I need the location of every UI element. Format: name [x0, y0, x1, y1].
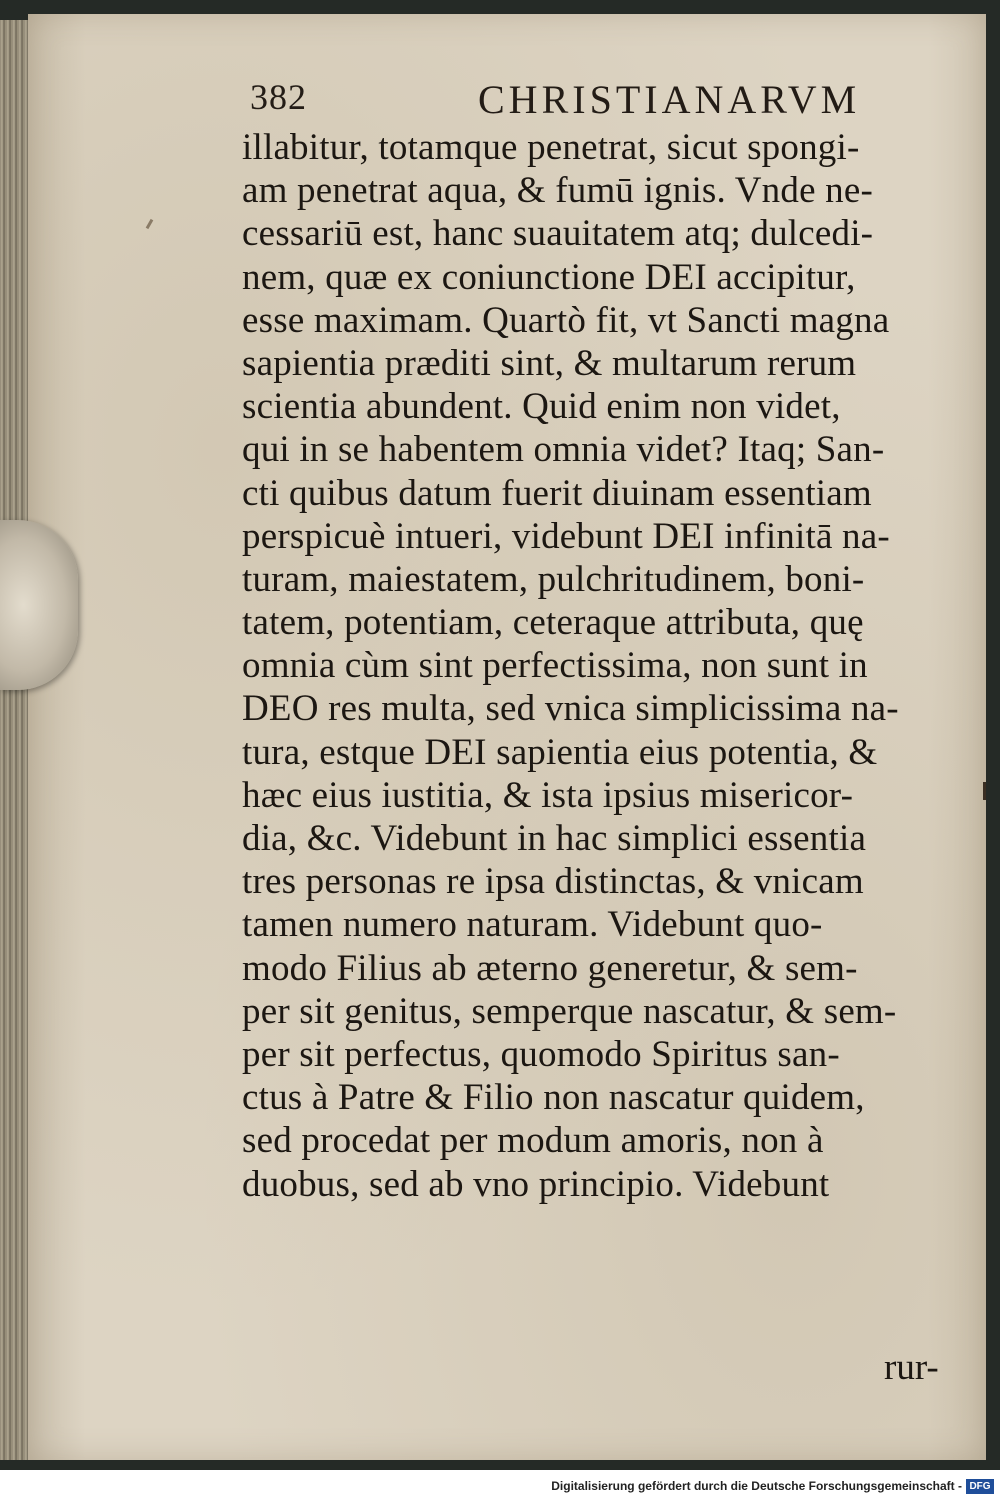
text-line: ctus à Patre & Filio non nascatur quidem,	[242, 1077, 865, 1119]
text-line: nem, quæ ex coniunctione DEI accipitur,	[242, 256, 856, 298]
text-line: tres personas re ipsa distinctas, & vnicam	[242, 861, 864, 903]
text-line: sed procedat per modum amoris, non à	[242, 1120, 824, 1162]
page-clip	[0, 520, 78, 690]
text-line: modo Filius ab æterno generetur, & sem-	[242, 947, 858, 989]
running-head-title: CHRISTIANARVM	[478, 77, 861, 122]
text-line: per sit genitus, semperque nascatur, & sem-	[242, 990, 897, 1032]
text-line: per sit perfectus, quomodo Spiritus san-	[242, 1033, 840, 1075]
text-line: DEO res multa, sed vnica simplicissima na-	[242, 688, 899, 730]
text-line: perspicuè intueri, videbunt DEI infinitā na-	[242, 515, 890, 557]
text-line: tura, estque DEI sapientia eius potentia, &	[242, 731, 878, 773]
text-line: sapientia præditi sint, & multarum rerum	[242, 342, 857, 384]
margin-mark	[983, 782, 986, 800]
stray-ink-mark	[146, 219, 154, 229]
text-line: dia, &c. Videbunt in hac simplici essentia	[242, 818, 867, 859]
footer-bar	[0, 1470, 1000, 1505]
dfg-logo: DFG	[966, 1479, 994, 1494]
page-number: 382	[250, 77, 307, 117]
text-line: scientia abundent. Quid enim non videt,	[242, 386, 841, 428]
text-line: omnia cùm sint perfectissima, non sunt in	[242, 645, 868, 687]
text-line: tatem, potentiam, ceteraque attributa, quę	[242, 602, 864, 644]
text-line: duobus, sed ab vno principio. Videbunt	[242, 1163, 830, 1205]
text-line: am penetrat aqua, & fumū ignis. Vnde ne-	[242, 170, 874, 212]
text-line: turam, maiestatem, pulchritudinem, boni-	[242, 558, 865, 600]
text-line: hæc eius iustitia, & ista ipsius misericor-	[242, 774, 854, 816]
text-line: qui in se habentem omnia videt? Itaq; San-	[242, 429, 885, 471]
body-text	[242, 126, 970, 1206]
text-line: illabitur, totamque penetrat, sicut spongi-	[242, 127, 860, 168]
funding-credit: Digitalisierung gefördert durch die Deutsche Forschungsgemeinschaft -	[551, 1479, 962, 1493]
catchword: rur-	[884, 1347, 939, 1388]
text-line: tamen numero naturam. Videbunt quo-	[242, 904, 823, 946]
text-line: cti quibus datum fuerit diuinam essentiam	[242, 472, 872, 514]
text-line: cessariū est, hanc suauitatem atq; dulcedi-	[242, 213, 874, 255]
running-head	[250, 70, 870, 130]
text-line: esse maximam. Quartò fit, vt Sancti magna	[242, 299, 890, 341]
